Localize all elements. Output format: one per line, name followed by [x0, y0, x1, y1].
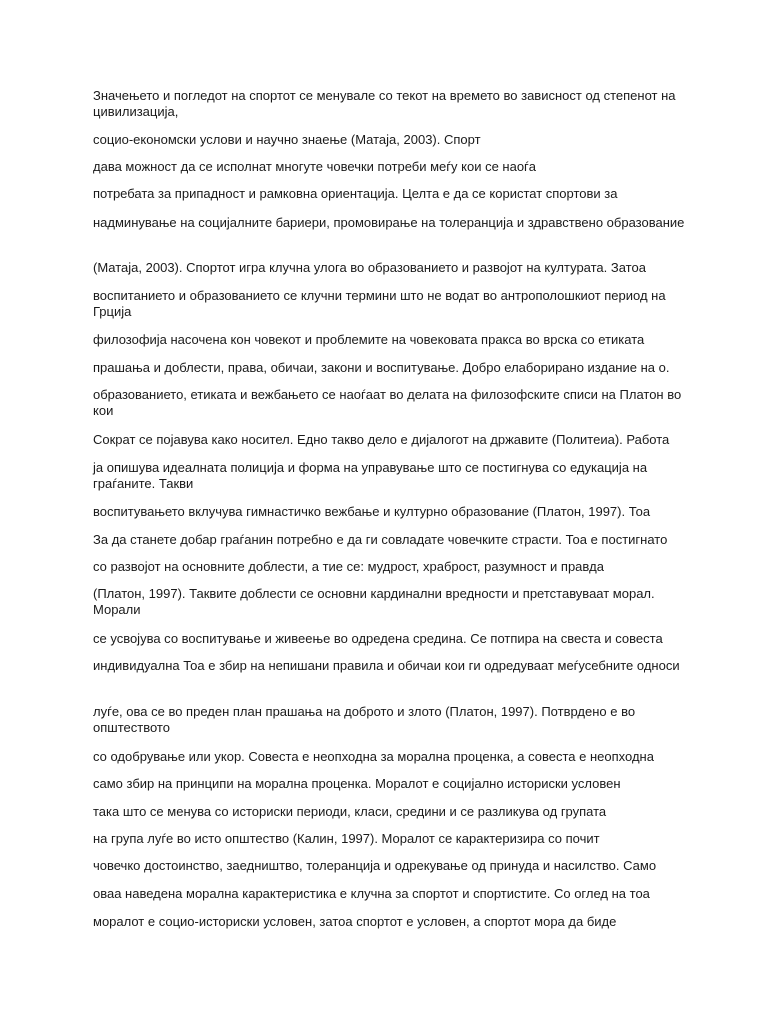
paragraph-line: (Платон, 1997). Таквите доблести се основни кардинални вредности и претставуваат морал. Морали [93, 586, 655, 617]
paragraph-line: филозофија насочена кон човекот и проблемите на човековата пракса во врска со етиката [93, 332, 645, 347]
paragraph-line: со одобрување или укор. Совеста е неопходна за морална проценка, а совеста е неопходна [93, 749, 654, 764]
paragraph-line: прашања и доблести, права, обичаи, закони и воспитување. Добро елаборирано издание на о. [93, 360, 670, 375]
paragraph-line: човечко достоинство, заедништво, толеранција и одрекување од принуда и насилство. Само [93, 858, 657, 873]
paragraph-line: луѓе, ова се во преден план прашања на доброто и злото (Платон, 1997). Потврдено е во општеството [93, 704, 636, 735]
paragraph-line: само збир на принципи на морална проценка. Моралот е социјално историски условен [93, 776, 621, 791]
paragraph-line: потребата за припадност и рамковна ориентација. Целта е да се користат спортови за [93, 186, 618, 201]
paragraph-line: ја опишува идеалната полиција и форма на управување што се постигнува со едукација на граѓаните. Такви [93, 460, 648, 491]
paragraph-line: Значењето и погледот на спортот се менувале со текот на времето во зависност од степенот на цивилизација, [93, 88, 676, 119]
paragraph-line: социо-економски услови и научно знаење (Матаја, 2003). Спорт [93, 132, 481, 147]
paragraph-line: дава можност да се исполнат многуте човечки потреби меѓу кои се наоѓа [93, 159, 537, 174]
paragraph-line: За да станете добар граѓанин потребно е да ги совладате човечките страсти. Тоа е постигнато [93, 532, 668, 547]
paragraph-line: воспитанието и образованието се клучни термини што не водат во антрополошкиот период на Грција [93, 288, 666, 319]
paragraph-line: на група луѓе во исто општество (Калин, 1997). Моралот се карактеризира со почит [93, 831, 600, 846]
paragraph-line: воспитувањето вклучува гимнастичко вежбање и културно образование (Платон, 1997). Тоа [93, 504, 651, 519]
paragraph-line: моралот е социо-историски условен, затоа спортот е условен, а спортот мора да биде [93, 914, 617, 929]
paragraph-line: образованието, етиката и вежбањето се наоѓаат во делата на филозофските списи на Платон во кои [93, 387, 682, 418]
paragraph-line: се усвојува со воспитување и живеење во одредена средина. Се потпира на свеста и совеста [93, 631, 663, 646]
paragraph-line: (Матаја, 2003). Спортот игра клучна улога во образованието и развојот на културата. Затоа [93, 260, 646, 275]
paragraph-line: Сократ се појавува како носител. Едно такво дело е дијалогот на државите (Политеиа). Работа [93, 432, 670, 447]
paragraph-line: надминување на социјалните бариери, промовирање на толеранција и здравствено образование [93, 215, 685, 230]
paragraph-line: оваа наведена морална карактеристика е клучна за спортот и спортистите. Со оглед на тоа [93, 886, 650, 901]
paragraph-line: така што се менува со историски периоди, класи, средини и се разликува од групата [93, 804, 607, 819]
paragraph-line: индивидуална Тоа е збир на непишани правила и обичаи кои ги одредуваат меѓусебните односи [93, 658, 680, 673]
paragraph-line: со развојот на основните доблести, а тие се: мудрост, храброст, разумност и правда [93, 559, 604, 574]
